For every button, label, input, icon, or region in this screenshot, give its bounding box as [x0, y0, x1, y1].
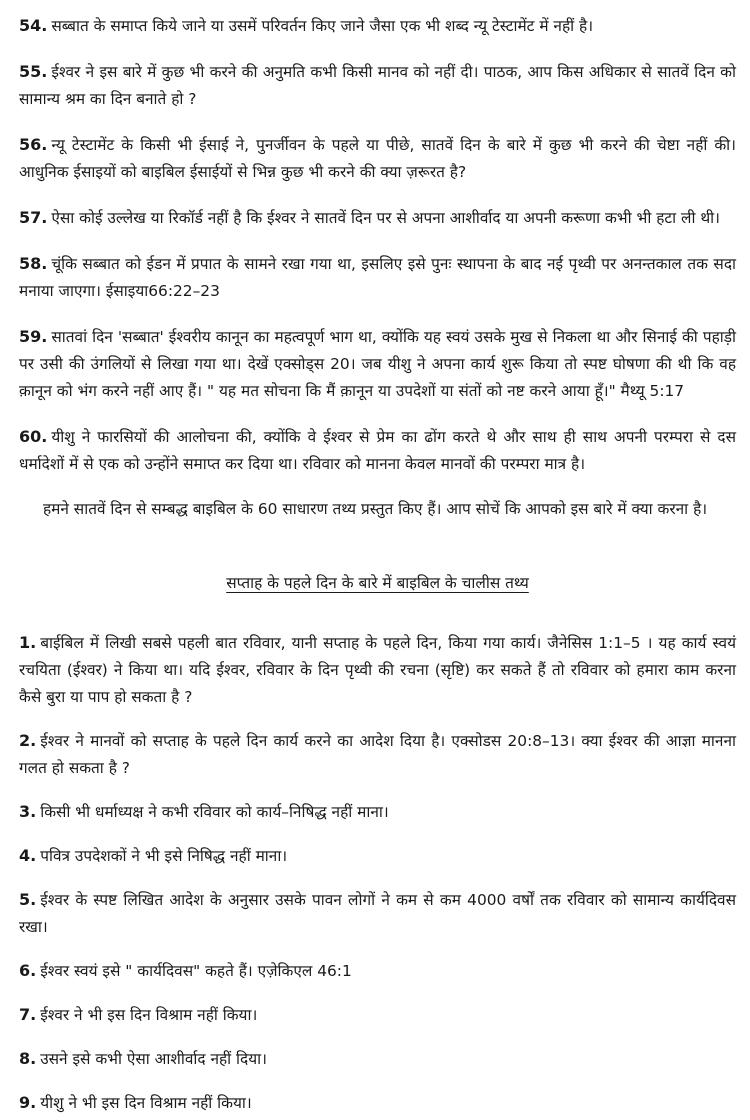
fact-number: 5. [19, 890, 37, 909]
point-text: सब्बात के समाप्त किये जाने या उसमें परिवर्तन किए जाने जैसा एक भी शब्द न्यू टेस्टामेंट में नहीं है। [51, 17, 594, 35]
fact-text: ईश्वर ने भी इस दिन विश्राम नहीं किया। [40, 1006, 258, 1024]
point-number: 60. [19, 427, 48, 446]
point-60 [19, 423, 736, 478]
points-list-part2 [19, 629, 736, 1117]
fact-5 [19, 886, 736, 941]
point-59 [19, 323, 736, 405]
fact-text: बाईबिल में लिखी सबसे पहली बात रविवार, यानी सप्ताह के पहले दिन, किया गया कार्य। जैनेसिस 1:1–5 । यह कार्य स्वयं रचयिता (ईश्वर) ने किया था। यदि ईश्वर, रविवार के दिन पृथ्वी की रचना (सृष्टि) कर सकते हैं तो रविवार को हमारा काम करना कैसे बुरा या पाप हो सकता है ? [19, 634, 736, 706]
point-text: सातवां दिन 'सब्बात' ईश्वरीय कानून का महत्वपूर्ण भाग था, क्योंकि यह स्वयं उसके मुख से निकला था और सिनाई की पहाड़ी पर उसी की उंगलियों से लिखा गया था। देखें एक्सोड्स 20। जब यीशु ने अपना कार्य शुरू किया तो स्पष्ट घोषणा की थी कि वह क़ानून को भंग करने नहीं आए हैं। " यह मत सोचना कि मैं क़ानून या उपदेशों या संतों को नष्ट करने आया हूँ।" मैथ्यू 5:17 [19, 328, 736, 400]
point-56 [19, 131, 736, 186]
fact-text: ईश्वर ने मानवों को सप्ताह के पहले दिन कार्य करने का आदेश दिया है। एक्सोडस 20:8–13। क्या ईश्वर की आज्ञा मानना गलत हो सकता है ? [19, 732, 736, 777]
points-list-part1 [19, 12, 736, 478]
fact-number: 1. [19, 633, 37, 652]
fact-number: 8. [19, 1049, 37, 1068]
fact-8 [19, 1045, 736, 1073]
point-57 [19, 204, 736, 232]
point-55 [19, 58, 736, 113]
point-text: ईश्वर ने इस बारे में कुछ भी करने की अनुमति कभी किसी मानव को नहीं दी। पाठक, आप किस अधिकार से सातवें दिन को सामान्य श्रम का दिन बनाते हो ? [19, 63, 736, 108]
fact-1 [19, 629, 736, 711]
fact-7 [19, 1001, 736, 1029]
fact-9 [19, 1089, 736, 1117]
point-58 [19, 250, 736, 305]
fact-text: ईश्वर स्वयं इसे " कार्यदिवस" कहते हैं। एज़ेकिएल 46:1 [40, 962, 352, 980]
fact-number: 3. [19, 802, 37, 821]
point-54 [19, 12, 736, 40]
point-number: 54. [19, 16, 48, 35]
point-text: ऐसा कोई उल्लेख या रिकॉर्ड नहीं है कि ईश्वर ने सातवें दिन पर से अपना आशीर्वाद या अपनी करूणा कभी भी हटा ली थी। [51, 209, 720, 227]
fact-number: 9. [19, 1093, 37, 1112]
point-text: यीशु ने फारसियों की आलोचना की, क्योंकि वे ईश्वर से प्रेम का ढोंग करते थे और साथ ही साथ अपनी परम्परा से दस धर्मादेशों में से एक को उन्होंने समाप्त कर दिया था। रविवार को मानना केवल मानवों की परम्परा मात्र है। [19, 428, 736, 473]
fact-6 [19, 957, 736, 985]
point-number: 58. [19, 254, 48, 273]
fact-3 [19, 798, 736, 826]
fact-4 [19, 842, 736, 870]
section-heading-text: सप्ताह के पहले दिन के बारे में बाइबिल के चालीस तथ्य [226, 574, 529, 592]
fact-text: ईश्वर के स्पष्ट लिखित आदेश के अनुसार उसके पावन लोगों ने कम से कम 4000 वर्षों तक रविवार को सामान्य कार्यदिवस रखा। [19, 891, 736, 936]
fact-2 [19, 727, 736, 782]
point-number: 59. [19, 327, 48, 346]
fact-text: यीशु ने भी इस दिन विश्राम नहीं किया। [40, 1094, 252, 1112]
closing-paragraph: हमने सातवें दिन से सम्बद्ध बाइबिल के 60 साधारण तथ्य प्रस्तुत किए हैं। आप सोचें कि आपको इस बारे में क्या करना है। [43, 500, 708, 518]
fact-number: 2. [19, 731, 37, 750]
fact-text: किसी भी धर्माध्यक्ष ने कभी रविवार को कार्य–निषिद्ध नहीं माना। [40, 803, 389, 821]
point-number: 56. [19, 135, 48, 154]
fact-number: 4. [19, 846, 37, 865]
point-text: चूंकि सब्बात को ईडन में प्रपात के सामने रखा गया था, इसलिए इसे पुनः स्थापना के बाद नई पृथ्वी पर अनन्तकाल तक सदा मनाया जाएगा। ईसाइया66:22–23 [19, 255, 736, 300]
fact-number: 6. [19, 961, 37, 980]
point-text: न्यू टेस्टामेंट के किसी भी ईसाई ने, पुनर्जीवन के पहले या पीछे, सातवें दिन के बारे में कुछ भी करने की चेष्टा नहीं की। आधुनिक ईसाइयों को बाइबिल ईसाईयों से भिन्न कुछ भी करने की क्या ज़रूरत है? [19, 136, 736, 181]
point-number: 55. [19, 62, 48, 81]
fact-text: उसने इसे कभी ऐसा आशीर्वाद नहीं दिया। [40, 1050, 267, 1068]
section-heading [19, 571, 736, 595]
fact-number: 7. [19, 1005, 37, 1024]
point-number: 57. [19, 208, 48, 227]
fact-text: पवित्र उपदेशकों ने भी इसे निषिद्ध नहीं माना। [40, 847, 288, 865]
